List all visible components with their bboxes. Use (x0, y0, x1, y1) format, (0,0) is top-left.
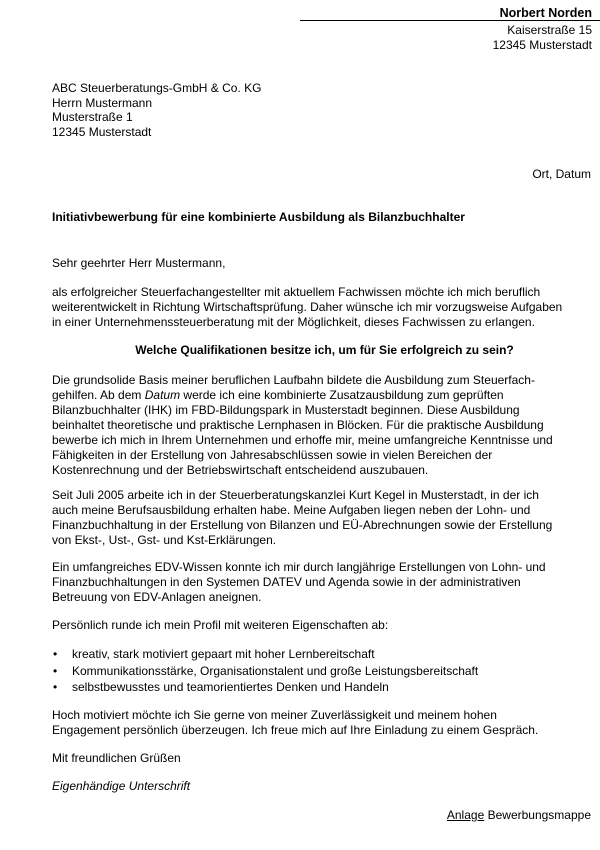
list-item (52, 680, 478, 697)
bullet-icon: • (53, 663, 58, 678)
sender-name: Norbert Norden (499, 6, 592, 20)
it-skills-paragraph: Ein umfangreiches EDV-Wissen konnte ich mir durch langjährige Erstellungen von Lohn- und Finanzbuchhaltungen in den Systemen DATEV und Agenda sowie in der administrativen Betreuung von EDV-Anlagen aneignen. (52, 560, 546, 604)
education-text-part1: Die grundsolide Basis meiner beruflichen Laufbahn bildete die Ausbildung zum Steuerfach- gehilfen. Ab dem (52, 373, 535, 402)
education-text-part2: werde ich eine kombinierte Zusatzausbildung zum geprüften Bilanzbuchhalter (IHK) im FBD-Bildungspark in Musterstadt beginnen. Diese Ausbildung beinhaltet theoretische und praktische Lernphasen in Blöcken. Für die praktische Ausbildung bewerbe ich mich in Ihrem Unternehmen und erhoffe mir, meine umfangreiche Kenntnisse und Fähigkeiten in der Erstellung von Jahresabschlüssen sowie in vielen Bereichen der Kostenrechnung und der Betriebswirtschaft entscheidend auszubauen. (52, 388, 553, 477)
profile-intro: Persönlich runde ich mein Profil mit weiteren Eigenschaften ab: (52, 618, 389, 632)
salutation: Sehr geehrter Herr Mustermann, (52, 256, 226, 270)
list-item (52, 664, 478, 681)
closing-line: Mit freundlichen Grüßen (52, 751, 181, 765)
list-item-text: selbstbewusstes und teamorientiertes Denken und Handeln (72, 680, 389, 694)
sender-city: 12345 Musterstadt (492, 38, 592, 52)
list-item-text: kreativ, stark motiviert gepaart mit hoher Lernbereitschaft (72, 647, 375, 661)
intro-paragraph: als erfolgreicher Steuerfachangestellter mit aktuellem Fachwissen möchte ich mich beruflich weiterentwickelt in Richtung Wirtschaftsprüfung. Daher wünsche ich mir vorzugsweise Aufgaben in einer Unternehmenssteuerberatung mit der Möglichkeit, dieses Fachwissen zu erlangen. (52, 285, 563, 329)
recipient-block (52, 81, 261, 139)
list-item (52, 647, 478, 664)
attachment-line (447, 808, 591, 823)
recipient-company: ABC Steuerberatungs-GmbH & Co. KG (52, 81, 262, 95)
date-line: Ort, Datum (532, 167, 591, 181)
education-date-emphasis: Datum (144, 388, 181, 402)
bullet-icon: • (53, 647, 58, 661)
sender-block (292, 6, 592, 53)
recipient-contact: Herrn Mustermann (52, 95, 153, 110)
attachment-text: Bewerbungsmappe (487, 808, 591, 822)
motivation-paragraph: Hoch motiviert möchte ich Sie gerne von meiner Zuverlässigkeit und meinem hohen Engagement persönlich überzeugen. Ich freue mich auf Ihre Einladung zu einem Gespräch. (52, 708, 539, 737)
qualification-heading: Welche Qualifikationen besitze ich, um für Sie erfolgreich zu sein? (135, 343, 514, 357)
sender-street: Kaiserstraße 15 (507, 23, 592, 37)
recipient-city: 12345 Musterstadt (52, 124, 152, 139)
experience-paragraph: Seit Juli 2005 arbeite ich in der Steuerberatungskanzlei Kurt Kegel in Musterstadt, in der ich auch meine Berufsausbildung erhalten habe. Meine Aufgaben liegen neben der Lohn- und Finanzbuchhaltung in der Erstellung von Bilanzen und EÜ-Abrechnungen sowie der Erstellung von Ekst-, Ust-, Gst- und Kst-Erklärungen. (52, 488, 553, 547)
attachment-label: Anlage (446, 808, 485, 822)
education-paragraph (52, 373, 597, 478)
list-item-text: Kommunikationsstärke, Organisationstalent und große Leistungsbereitschaft (72, 663, 479, 678)
signature-placeholder: Eigenhändige Unterschrift (52, 779, 191, 793)
traits-list (52, 647, 478, 697)
subject-line: Initiativbewerbung für eine kombinierte Ausbildung als Bilanzbuchhalter (52, 210, 465, 224)
bullet-icon: • (53, 680, 58, 694)
recipient-street: Musterstraße 1 (52, 110, 133, 124)
